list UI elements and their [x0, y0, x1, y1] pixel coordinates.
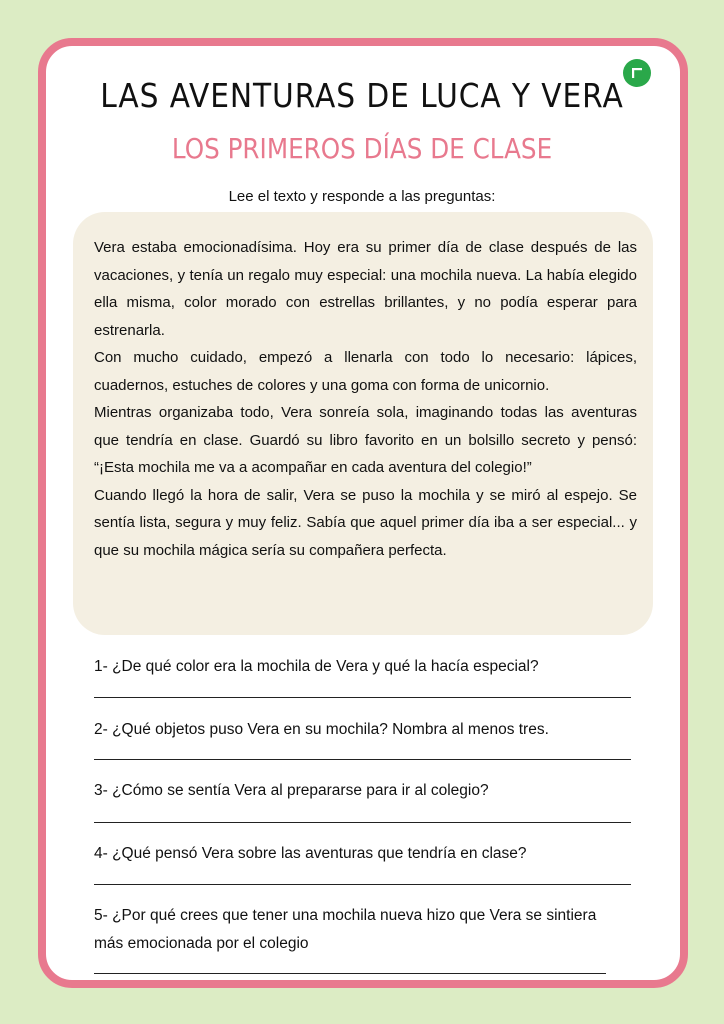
- page-subtitle: LOS PRIMEROS DÍAS DE CLASE: [171, 132, 553, 165]
- story-paragraph: Vera estaba emocionadísima. Hoy era su primer día de clase después de las vacaciones, y tenía un regalo muy especial: una mochila nueva. La había elegido ella misma, color morado con estrellas brillantes, y no podía esperar para estrenarla.: [94, 239, 637, 339]
- answer-line-4[interactable]: [94, 884, 631, 885]
- question-3: 3- ¿Cómo se sentía Vera al prepararse para ir al colegio?: [94, 782, 489, 799]
- story-paragraph: Mientras organizaba todo, Vera sonreía sola, imaginando todas las aventuras que tendría en clase. Guardó su libro favorito en un bolsillo secreto y pensó: “¡Esta mochila me va a acompañar en cada aventura del colegio!”: [94, 404, 637, 476]
- answer-line-3[interactable]: [94, 822, 631, 823]
- answer-line-5[interactable]: [94, 973, 606, 974]
- answer-line-2[interactable]: [94, 759, 631, 760]
- story-paragraph: Con mucho cuidado, empezó a llenarla con todo lo necesario: lápices, cuadernos, estuches de colores y una goma con forma de unicornio.: [94, 349, 637, 394]
- instructions: Lee el texto y responde a las preguntas:: [228, 188, 496, 205]
- question-2: 2- ¿Qué objetos puso Vera en su mochila? Nombra al menos tres.: [94, 721, 549, 738]
- answer-line-1[interactable]: [94, 697, 631, 698]
- question-1: 1- ¿De qué color era la mochila de Vera y qué la hacía especial?: [94, 658, 539, 675]
- question-5: 5- ¿Por qué crees que tener una mochila nueva hizo que Vera se sintiera más emocionada por el colegio: [94, 907, 597, 952]
- question-4: 4- ¿Qué pensó Vera sobre las aventuras que tendría en clase?: [94, 845, 527, 862]
- story-paragraph: Cuando llegó la hora de salir, Vera se puso la mochila y se miró al espejo. Se sentía lista, segura y muy feliz. Sabía que aquel primer día iba a ser especial... y que su mochila mágica sería su compañera perfecta.: [94, 486, 637, 559]
- story-box: [73, 212, 653, 635]
- page-title: LAS AVENTURAS DE LUCA Y VERA: [100, 76, 624, 115]
